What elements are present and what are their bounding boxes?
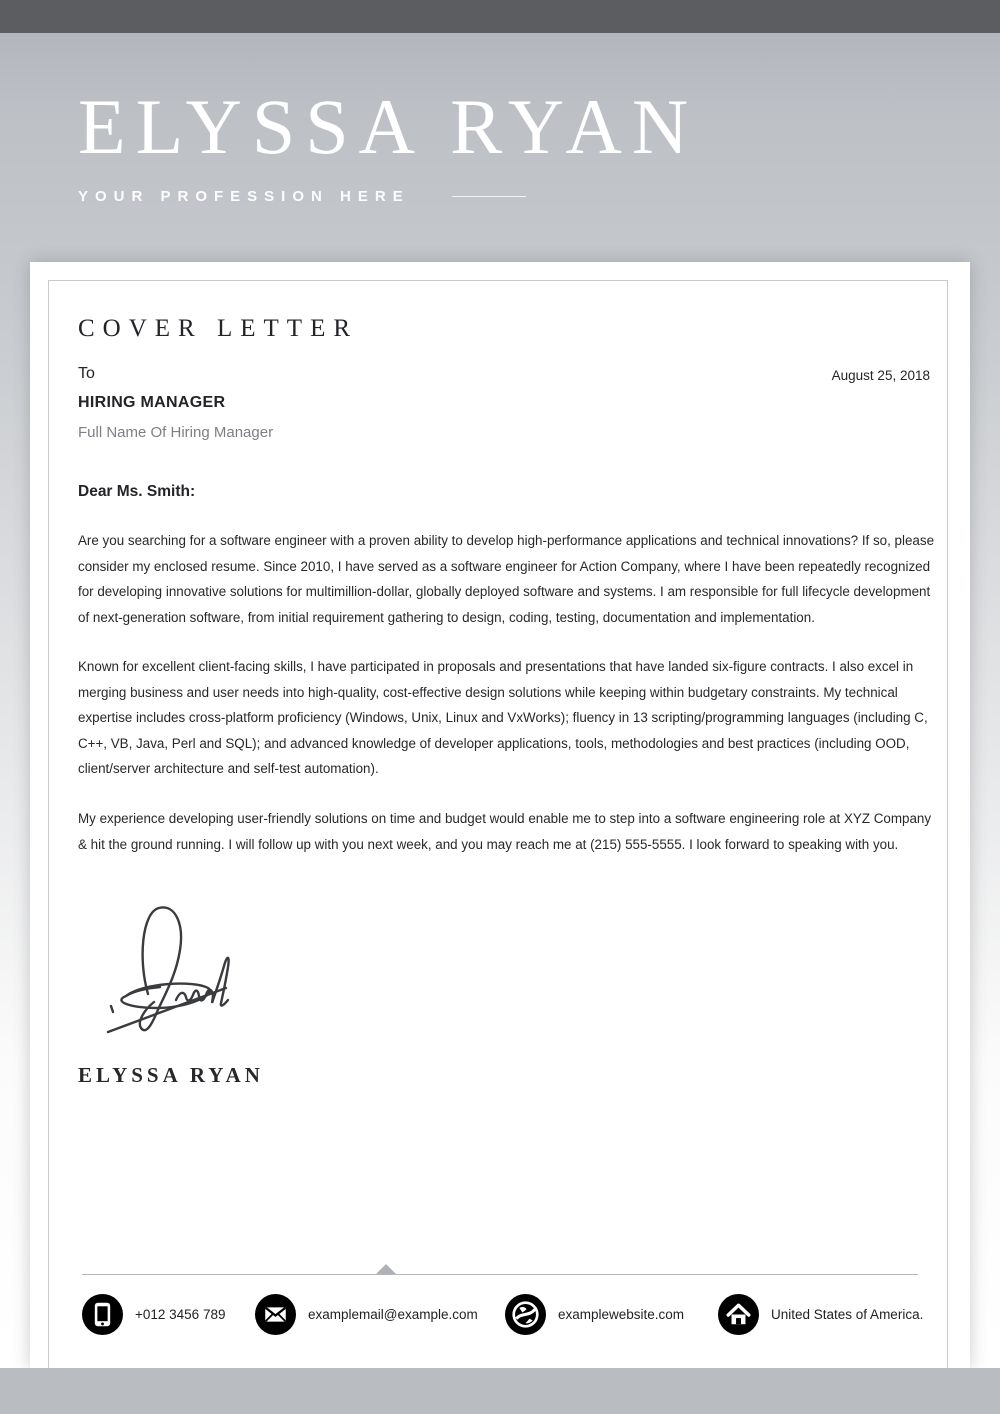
phone-icon [82, 1294, 123, 1335]
contact-bar [78, 1292, 938, 1338]
salutation: Dear Ms. Smith: [78, 483, 196, 500]
phone-number: +012 3456 789 [135, 1306, 226, 1322]
signer-name: ELYSSA RYAN [78, 1063, 264, 1087]
body-paragraph: My experience developing user-friendly solutions on time and budget would enable me to step into a software engineering role at XYZ Company & hit the ground running. I will follow up with you next week, and you may reach me at (215) 555-5555. I look forward to speaking with you. [78, 811, 932, 852]
candidate-name: ELYSSA RYAN [78, 83, 699, 170]
location-text: United States of America. [771, 1306, 924, 1322]
home-icon [718, 1294, 759, 1335]
contact-website [505, 1292, 684, 1336]
footer-divider [82, 1274, 918, 1275]
triangle-up-icon [376, 1264, 396, 1274]
website-url[interactable]: examplewebsite.com [558, 1306, 685, 1322]
profession-tagline: YOUR PROFESSION HERE [78, 188, 410, 205]
email-address[interactable]: examplemail@example.com [308, 1306, 478, 1322]
profession-divider-line [452, 196, 526, 197]
to-label: To [78, 365, 95, 382]
body-paragraph: Are you searching for a software engineer with a proven ability to develop high-performance applications and technical innovations? If so, please consider my enclosed resume. Since 2010, I have served as a software engineer for Action Company, where I have been repeatedly recognized for developing innovative solutions for multimillion-dollar, globally deployed software and systems. I am responsible for full lifecycle development of next-generation software, from initial requirement gathering to design, coding, testing, documentation and implementation. [78, 533, 935, 625]
recipient-name: Full Name Of Hiring Manager [78, 424, 274, 441]
top-accent-bar [0, 0, 1000, 33]
bottom-background-strip [0, 1368, 1000, 1414]
email-icon [255, 1294, 296, 1335]
recipient-title: HIRING MANAGER [78, 394, 226, 411]
letter-date: August 25, 2018 [831, 368, 930, 383]
signature-scribble [96, 898, 266, 1048]
masthead [78, 83, 699, 205]
contact-email [255, 1292, 478, 1336]
globe-icon [505, 1294, 546, 1335]
body-paragraph: Known for excellent client-facing skills, I have participated in proposals and presentations that have landed six-figure contracts. I also excel in merging business and user needs into high-quality, cost-effective design solutions while keeping within budgetary constraints. My technical expertise includes cross-platform proficiency (Windows, Unix, Linux and VxWorks); fluency in 13 scripting/programming languages (including C, C++, VB, Java, Perl and SQL); and advanced knowledge of developer applications, tools, methodologies and best practices (including OOD, client/server architecture and self-test automation). [78, 659, 928, 777]
letter-title: COVER LETTER [78, 315, 359, 342]
contact-phone [82, 1292, 225, 1336]
letter-page [30, 262, 970, 1368]
contact-location [718, 1292, 923, 1336]
